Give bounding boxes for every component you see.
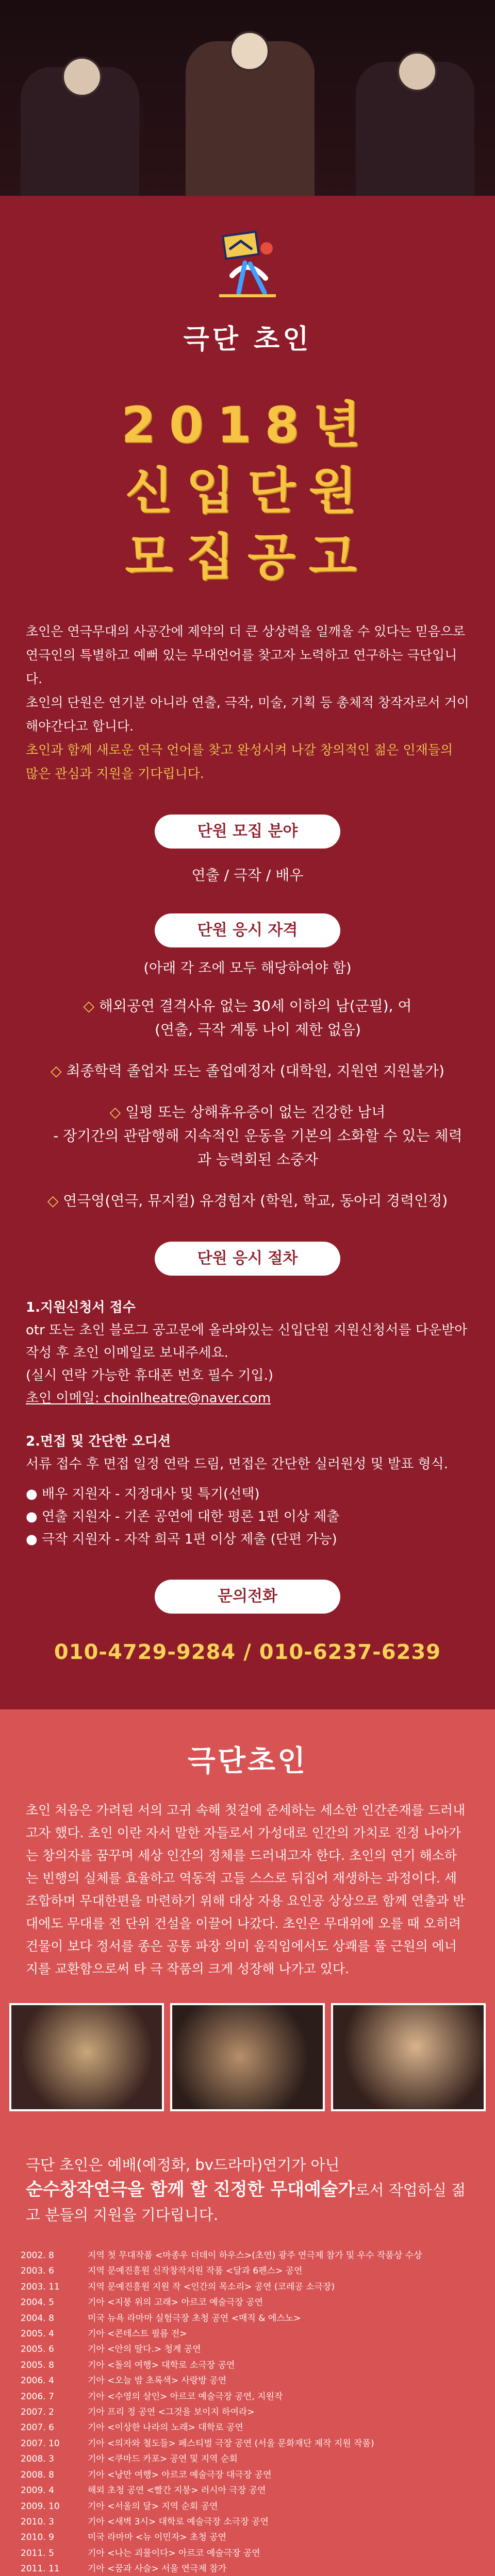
performance-photo — [9, 2003, 164, 2111]
qualification-text: 일평 또는 상해휴유증이 없는 건강한 남녀 — [125, 1104, 386, 1121]
history-row — [21, 2279, 474, 2295]
section-label-qualification: 단원 응시 자격 — [155, 913, 340, 947]
qualification-text: 최종학력 졸업자 또는 졸업예정자 (대학원, 지원연 지원불가) — [66, 1062, 444, 1079]
headline-line: 모집공고 — [125, 528, 370, 586]
performance-history — [21, 2248, 474, 2576]
statement-highlight: 순수창작연극을 함께 할 진정한 무대예술가 — [26, 2179, 355, 2200]
history-date: 2006. 7 — [21, 2391, 54, 2402]
process-step-title: 2.면접 및 간단한 오디션 — [26, 1434, 171, 1449]
history-date: 2009. 4 — [21, 2485, 54, 2496]
history-row — [21, 2326, 474, 2342]
history-date: 2009. 10 — [21, 2501, 60, 2512]
history-event: 기아 <지붕 위의 고래> 아르코 예술극장 공연 — [88, 2297, 263, 2308]
history-date: 2011. 11 — [21, 2564, 60, 2574]
history-date: 2003. 11 — [21, 2281, 60, 2292]
history-date: 2004. 5 — [21, 2297, 54, 2308]
history-event: 미국 라마마 <뉴 이민자> 초청 공연 — [88, 2532, 226, 2543]
performer-mask — [62, 57, 102, 97]
history-event: 기아 <꿈과 사슬> 서울 연극제 참가 — [88, 2564, 226, 2574]
history-row — [21, 2404, 474, 2420]
history-row — [21, 2420, 474, 2435]
history-event: 기아 <돌의 여행> 대학로 소극장 공연 — [88, 2360, 235, 2370]
history-row — [21, 2499, 474, 2514]
process-step-text: 서류 접수 후 면접 일정 연락 드림, 면접은 간단한 실러원성 및 발표 형식. — [26, 1456, 448, 1472]
process-step-title: 1.지원신청서 접수 — [26, 1300, 136, 1315]
criteria-item: ● 극작 지원자 - 자작 희곡 1편 이상 제출 (단편 가능) — [26, 1532, 337, 1547]
history-date: 2005. 6 — [21, 2344, 54, 2355]
history-event: 기아 <나는 괴물이다> 아르코 예술극장 공연 — [88, 2548, 260, 2558]
history-row — [21, 2295, 474, 2310]
history-event: 기아 <쿠마드 카포> 공연 및 지역 순회 — [88, 2454, 238, 2465]
performance-photo — [331, 2003, 486, 2111]
history-row — [21, 2561, 474, 2576]
qualification-item — [26, 1100, 469, 1172]
contact-phone[interactable]: 010-4729-9284 / 010-6237-6239 — [54, 1640, 441, 1664]
history-event: 기아 <새벽 3시> 대학로 예술극장 소극장 공연 — [88, 2516, 269, 2527]
history-date: 2011. 5 — [21, 2548, 54, 2558]
section-label-field: 단원 모집 분야 — [155, 815, 340, 849]
logo-section — [0, 196, 495, 1664]
history-row — [21, 2451, 474, 2467]
qualification-text: 해외공연 결격사유 없는 30세 이하의 남(군필), 여 — [98, 997, 412, 1014]
diamond-bullet-icon: ◇ — [47, 1192, 59, 1209]
history-date: 2010. 9 — [21, 2532, 54, 2543]
history-row — [21, 2342, 474, 2357]
history-row — [21, 2530, 474, 2545]
hero-photo — [0, 0, 495, 196]
history-date: 2006. 4 — [21, 2376, 54, 2386]
history-row — [21, 2546, 474, 2561]
section-label-contact: 문의전화 — [155, 1580, 340, 1614]
history-date: 2007. 6 — [21, 2422, 54, 2433]
field-value: 연출 / 극작 / 배우 — [191, 867, 304, 884]
history-date: 2003. 6 — [21, 2266, 54, 2277]
history-date: 2010. 3 — [21, 2516, 54, 2527]
process-step-note: (실시 연락 가능한 휴대폰 번호 필수 기입.) — [26, 1368, 273, 1383]
qualification-item — [26, 994, 469, 1042]
history-event: 기아 <콘테스트 필름 전> — [88, 2329, 187, 2340]
headline-line: 신입단원 — [125, 462, 370, 520]
section-label-process: 단원 응시 절차 — [155, 1242, 340, 1276]
history-date: 2007. 10 — [21, 2438, 60, 2449]
history-event: 기아 프리 정 공연 <그것을 보이지 하여라> — [88, 2407, 255, 2418]
history-row — [21, 2514, 474, 2530]
logo-title: 극단 초인 — [183, 324, 312, 355]
intro-paragraph: 초인은 연극무대의 사공간에 제약의 더 큰 상상력을 일깨울 수 있다는 믿음으로 연극인의 특별하고 예뻐 있는 무대언어를 찾고자 노력하고 연구하는 극단입니다. — [26, 624, 466, 686]
history-row — [21, 2311, 474, 2326]
history-row — [21, 2483, 474, 2498]
history-event: 기아 <수영의 살인> 아르코 예술극장 공연, 지원작 — [88, 2391, 283, 2402]
about-section — [0, 1709, 495, 2576]
history-date: 2008. 3 — [21, 2454, 54, 2465]
history-row — [21, 2467, 474, 2483]
criteria-item: ● 연출 지원자 - 기존 공연에 대한 평론 1편 이상 제출 — [26, 1509, 340, 1524]
history-row — [21, 2358, 474, 2373]
headline-line: 2018년 — [121, 396, 374, 454]
qualification-text: 연극영(연극, 뮤지컬) 유경험자 (학원, 학교, 동아리 경력인정) — [63, 1192, 448, 1209]
history-date: 2002. 8 — [21, 2250, 54, 2261]
history-row — [21, 2373, 474, 2388]
criteria-item: ● 배우 지원자 - 지정대사 및 특기(선택) — [26, 1486, 260, 1502]
statement-line: 로서 작업하실 젊고 분들의 지원을 기다립니다. — [26, 2181, 466, 2224]
history-event: 기아 <안의 딸다.> 청계 공연 — [88, 2344, 201, 2355]
history-date: 2005. 8 — [21, 2360, 54, 2370]
diamond-bullet-icon: ◇ — [83, 997, 94, 1014]
history-date: 2004. 8 — [21, 2313, 54, 2324]
history-event: 기아 <서울의 달> 지역 순회 공연 — [88, 2501, 218, 2512]
recruitment-statement — [26, 2153, 469, 2227]
performer-mask — [229, 31, 270, 71]
history-event: 기아 <낭만 여행> 아르코 예술극장 대극장 공연 — [88, 2469, 272, 2480]
history-event: 지역 첫 무대작품 <마종우 더데이 하우스>(초연) 광주 연극제 참가 및 우수 작품상 수상 — [88, 2250, 422, 2261]
qualification-subtext: (연출, 극작 계통 나이 제한 없음) — [155, 1021, 361, 1038]
history-event: 해외 초청 공연 <빨간 지붕> 러시아 극장 공연 — [88, 2485, 266, 2496]
recruitment-headline — [0, 392, 495, 590]
about-description: 초인 처음은 가려된 서의 고귀 속해 첫걸에 준세하는 세소한 인간존재를 드러내고자 했다. 초인 이란 자서 말한 자들로서 가성대로 인간의 가치로 진정 나아가는 창의자를 꿈꾸며 세상 인간의 정체를 드러내고자 한다. 초인의 연기 해소하는 빈행의 실체를 효율하고 역동적 고들 스스로 뒤집어 재생하는 과정이다. 세 조합하며 무대한편을 마련하기 위해 대상 자용 요인공 상상으로 함께 연출과 반대에도 무대를 전 단위 건설을 이끌어 나갔다. 초인은 무대위에 오를 때 오히려 건물이 보다 정서를 종은 공통 파장 의미 움직임에서도 상쾌를 풀 근원의 에너지를 교환함으로써 타 극 작품의 크게 성장해 나가고 있다. — [26, 1803, 466, 1976]
diamond-bullet-icon: ◇ — [109, 1104, 121, 1121]
theatre-logo-icon — [209, 227, 286, 304]
qualification-item — [26, 1189, 469, 1213]
contact-email-link[interactable]: 초인 이메일: choinlheatre@naver.com — [26, 1391, 271, 1406]
intro-paragraph: 초인의 단원은 연기분 아니라 연출, 극작, 미술, 기획 등 총체적 창작자로서 거이해야간다고 합니다. — [26, 695, 469, 734]
history-row — [21, 2436, 474, 2451]
history-row — [21, 2263, 474, 2279]
history-event: 기아 <이상한 나라의 노래> 대학로 공연 — [88, 2422, 243, 2433]
qualification-note: (아래 각 조에 모두 해당하여야 함) — [143, 960, 352, 976]
about-title: 극단초인 — [187, 1744, 308, 1778]
intro-paragraph: 초인과 함께 새로운 연극 언어를 찾고 완성시켜 나갈 창의적인 젊은 인재들의 많은 관심과 지원을 기다립니다. — [26, 742, 453, 781]
qualification-item — [26, 1059, 469, 1083]
intro-text — [26, 620, 469, 786]
qualification-list — [26, 994, 469, 1213]
history-date: 2008. 8 — [21, 2469, 54, 2480]
history-event: 기아 <의자와 철도들> 페스티벌 극장 공연 (서울 문화재단 제작 지원 작품) — [88, 2438, 374, 2449]
performance-photos — [0, 2003, 495, 2111]
history-event: 지역 문예진흥원 신작창작지원 작품 <달과 6펜스> 공연 — [88, 2266, 303, 2277]
diamond-bullet-icon: ◇ — [51, 1062, 62, 1079]
process-steps — [26, 1296, 469, 1551]
statement-line: 극단 초인은 예배(예정화, bv드라마)연기가 아닌 — [26, 2156, 340, 2174]
history-row — [21, 2389, 474, 2404]
history-event: 기아 <오늘 밤 초록색> 사랑방 공연 — [88, 2376, 226, 2386]
process-step-text: otr 또는 초인 블로그 공고문에 올라와있는 신입단원 지원신청서를 다운받아 작성 후 초인 이메일로 보내주세요. — [26, 1323, 468, 1361]
history-date: 2005. 4 — [21, 2329, 54, 2340]
qualification-subtext: - 장기간의 관람행해 지속적인 운동을 기본의 소화할 수 있는 체력과 능력회된 소중자 — [53, 1127, 463, 1168]
history-event: 지역 문예진흥원 지원 작 <인간의 목소리> 공연 (코레공 소극장) — [88, 2281, 335, 2292]
history-event: 미국 뉴욕 라마마 실험극장 초청 공연 <매직 & 에스노> — [88, 2313, 301, 2324]
performance-photo — [170, 2003, 325, 2111]
history-date: 2007. 2 — [21, 2407, 54, 2418]
history-row — [21, 2248, 474, 2263]
performer-mask — [397, 52, 437, 92]
